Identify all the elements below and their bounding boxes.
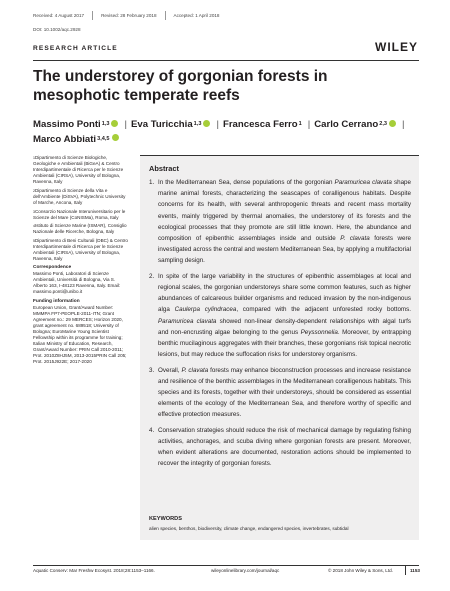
dates-bar	[33, 11, 419, 22]
abstract-item-number: 2.	[149, 272, 155, 280]
abstract-list	[149, 177, 411, 474]
affiliation: $^4$Istituto di Scienze Marine (ISMAR), Consiglio Nazionale delle Ricerche, Bologna, Italy	[33, 223, 127, 235]
abstract-item-number: 1.	[149, 179, 155, 186]
author-affil-sup: 2,3	[379, 121, 387, 127]
footer-rule	[33, 565, 419, 566]
author[interactable]	[131, 118, 210, 133]
funding-heading: Funding information	[33, 298, 80, 304]
journal-citation: Aquatic Conserv: Mar Freshw Ecosyst. 2018;28:1153–1166.	[33, 568, 155, 573]
author[interactable]	[223, 118, 302, 133]
species-name: Paramuricea clavata	[158, 317, 217, 325]
keywords-heading: KEYWORDS	[149, 516, 182, 522]
author-separator: |	[307, 119, 311, 130]
author-name: Massimo Ponti	[33, 119, 101, 130]
abstract-item-number: 3.	[149, 366, 155, 374]
side-column	[33, 155, 130, 368]
author-affil-sup: 1	[298, 121, 302, 127]
author-name: Eva Turicchia	[130, 119, 193, 130]
abstract-item-text: In the Mediterranean Sea, dense populations of the gorgonian Paramuricea clavata shape marine animal forests, characterizing the seascapes of coralligenous habitats. Despite concerns for its health, with several anthropogenic threats and recent mass mortality events, mainly triggered by thermal anomalies, the understorey of its forests and the ecological processes that they promote are still little known. Here, the abundance and composition of epibenthic assemblages inside and outside P. clavata forests were investigated across the central and western Mediterranean Sea, by applying a multifactorial sampling design.	[158, 179, 412, 265]
orcid-icon[interactable]	[389, 120, 396, 127]
abstract-item	[149, 425, 411, 470]
author-list	[33, 118, 419, 147]
author-name: Francesca Ferro	[222, 119, 298, 130]
author[interactable]	[314, 118, 396, 133]
doi[interactable]: DOI: 10.1002/aqc.2928	[33, 27, 81, 32]
species-name: P. clavata	[340, 235, 370, 243]
footer-divider	[405, 565, 406, 575]
author-name: Carlo Cerrano	[314, 119, 379, 130]
author-affil-sup: 1,3	[193, 121, 202, 127]
keywords-text: alien species, benthos, biodiversity, climate change, endangered species, invertebrates, subtidal	[149, 526, 349, 531]
abstract-item	[149, 365, 411, 421]
header-rule	[33, 60, 419, 61]
author[interactable]	[33, 133, 119, 148]
affiliation: $^1$Dipartimento di Scienze Biologiche, Geologiche e Ambientali (BiGeA) & Centro Interdipartimentale di Ricerca per le Scienze Ambientali (CIRSA), University of Bologna, Ravenna, Italy	[33, 155, 124, 185]
page-number: 1153	[410, 568, 420, 573]
received-date: Received: 4 August 2017	[33, 11, 93, 20]
orcid-icon[interactable]	[203, 120, 210, 127]
affiliation: $^2$Dipartimento di Scienze della Vita e dell'Ambiente (DiSVA), Polytechnic University of Marche, Ancona, Italy	[33, 187, 126, 206]
correspondence-text: Massimo Ponti, Laboratori di Scienze Ambientali, Università di Bologna, Via S. Alberto 163, I-48123 Ravenna, Italy. Email: massimo.ponti@unibo.it	[33, 271, 121, 295]
author[interactable]	[33, 118, 118, 133]
funding-text: European Union, Grant/Award Number: MMMPA FP7-PEOPLE-2011-ITN; Grant Agreement no.: 29 MERCES; Horizon 2020, grant agreement no. 689518; University of Bologna; EuroMarine Young Scientist Fellowship within its programme for training; Italian Ministry of Education, Research, Grant/Award Number: PRIN Call 2010-2011; Prot. 2010Z8HJ5M, 2013-2015PRIN Call 205; Prot. 2015J922E; 2017-2020	[33, 304, 127, 365]
article-title: The understorey of gorgonian forests in mesophotic temperate reefs	[33, 68, 328, 104]
abstract-item-text: In spite of the large variability in the structures of epibenthic assemblages at local and regional scales, the gorgonian understoreys share some common features, such as higher abundances of calcareous builder organisms and reduced invasion by the non-indigenous alga Caulerpa cylindracea, compared with the adjacent unforested rocky bottoms. Paramuricea clavata showed non-linear density-dependent relationships with algal turfs and non-encrusting algae belonging to the genus Peyssonnelia. Moreover, by entrapping benthic mucilaginous aggregates with their branches, these gorgonians risk topical necrotic lesions, but may reduce the suffocation risks for understorey organisms.	[158, 272, 412, 359]
accepted-date: Accepted: 1 April 2018	[173, 13, 220, 18]
author-name: Marco Abbiati	[33, 133, 97, 145]
abstract-item	[149, 271, 411, 361]
orcid-icon[interactable]	[112, 134, 119, 141]
author-affil-sup: 1,3	[101, 121, 110, 127]
publisher-logo: WILEY	[375, 40, 418, 54]
affiliation: $^5$Dipartimento di Beni Culturali (DBC) & Centro Interdipartimentale di Ricerca per le Scienze Ambientali (CIRSA), University of Bologna, Ravenna, Italy	[33, 237, 128, 261]
author-affil-sup: 3,4,5	[97, 135, 110, 142]
author-separator: |	[216, 119, 219, 130]
journal-url[interactable]: wileyonlinelibrary.com/journal/aqc	[211, 568, 280, 573]
affiliation: $^3$Consorzio Nazionale Interuniversitario per le Scienze del Mare (CoNISMa), Roma, Italy	[33, 208, 126, 220]
orcid-icon[interactable]	[111, 120, 118, 127]
author-separator: |	[124, 119, 127, 130]
article-type: RESEARCH ARTICLE	[33, 45, 118, 52]
species-name: Peyssonnelia	[300, 328, 338, 336]
abstract-item-number: 4.	[149, 426, 155, 434]
species-name: P. clavata	[181, 366, 209, 374]
copyright: © 2018 John Wiley & Sons, Ltd.	[328, 568, 393, 573]
author-separator: |	[402, 119, 405, 130]
abstract-item-text: Overall, P. clavata forests may enhance bioconstruction processes and increase resistance and resilience of the benthic assemblages in the Mediterranean coralligenous habitats. This species and its forests, together with their understoreys, should be considered as essential elements of the ecology of the Mediterranean Sea, and therefore worthy of specific and effective protection measures.	[158, 366, 411, 419]
abstract-heading: Abstract	[149, 164, 179, 173]
abstract-box	[140, 155, 419, 540]
species-name: Paramuricea clavata	[334, 179, 392, 186]
abstract-item	[149, 177, 411, 267]
correspondence-heading: Correspondence	[33, 265, 72, 271]
abstract-item-text: Conservation strategies should reduce the risk of mechanical damage by regulating fishing activities, anchorages, and scuba diving where gorgonian forests are present. Moreover, when evident alterations are documented, restoration actions should be implemented to recover the integrity of gorgonian forests.	[158, 426, 411, 468]
revised-date: Revised: 28 February 2018	[101, 11, 165, 20]
species-name: Caulerpa cylindracea	[174, 306, 237, 314]
